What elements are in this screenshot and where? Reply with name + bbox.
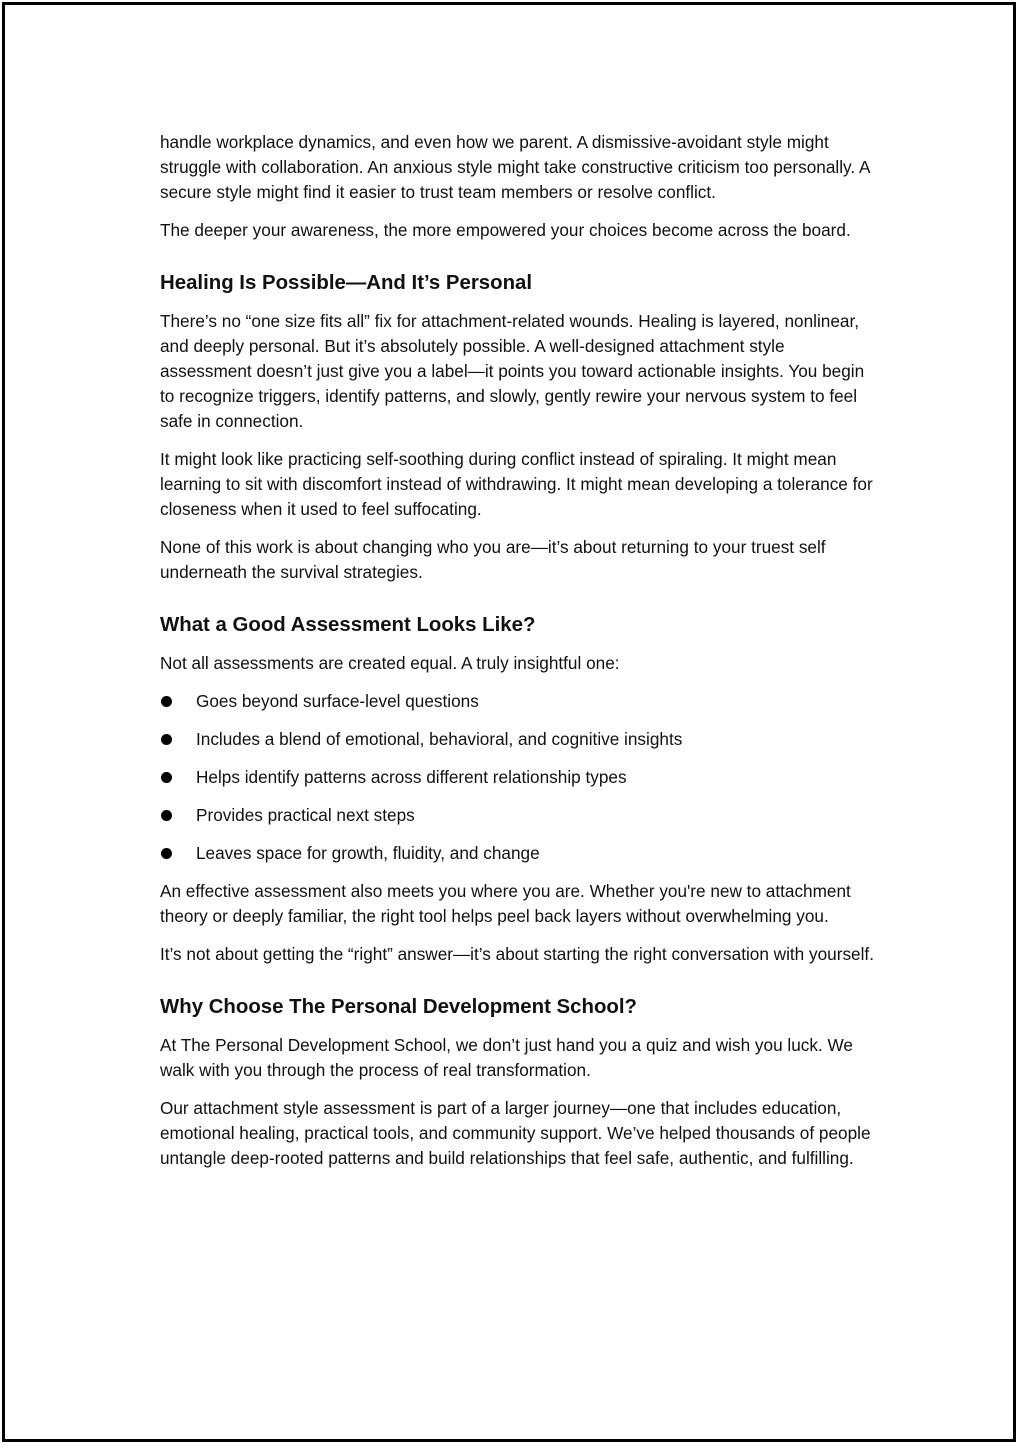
bullet-icon [161,734,172,745]
paragraph: Not all assessments are created equal. A truly insightful one: [160,653,620,673]
paragraph: At The Personal Development School, we don’t just hand you a quiz and wish you luck. We walk with you through the process of real transformation. [160,1035,853,1080]
bullet-icon [161,696,172,707]
section-heading-healing: Healing Is Possible—And It’s Personal [160,272,533,294]
paragraph: The deeper your awareness, the more empowered your choices become across the board. [160,220,851,240]
paragraph: An effective assessment also meets you where you are. Whether you're new to attachment theory or deeply familiar, the right tool helps peel back layers without overwhelming you. [160,881,851,926]
bullet-list [160,689,880,866]
list-item [160,765,880,790]
page-frame [2,2,1016,1442]
bullet-icon [161,848,172,859]
bullet-icon [161,772,172,783]
list-item-text: Leaves space for growth, fluidity, and change [196,843,540,863]
paragraph: None of this work is about changing who you are—it’s about returning to your truest self underneath the survival strategies. [160,537,826,582]
paragraph: Our attachment style assessment is part of a larger journey—one that includes education, emotional healing, practical tools, and community support. We’ve helped thousands of people untangle deep-rooted patterns and build relationships that feel safe, authentic, and fulfilling. [160,1098,871,1168]
paragraph: It’s not about getting the “right” answer—it’s about starting the right conversation with yourself. [160,944,874,964]
document-body [160,130,880,1184]
bullet-icon [161,810,172,821]
list-item-text: Includes a blend of emotional, behavioral, and cognitive insights [196,729,683,749]
list-item [160,841,880,866]
section-heading-good-assessment: What a Good Assessment Looks Like? [160,614,536,636]
list-item-text: Helps identify patterns across different relationship types [196,767,627,787]
section-heading-why-choose: Why Choose The Personal Development School? [160,996,637,1018]
paragraph: handle workplace dynamics, and even how we parent. A dismissive-avoidant style might struggle with collaboration. An anxious style might take constructive criticism too personally. A secure style might find it easier to trust team members or resolve conflict. [160,132,870,202]
list-item [160,727,880,752]
paragraph: There’s no “one size fits all” fix for attachment-related wounds. Healing is layered, nonlinear, and deeply personal. But it’s absolutely possible. A well-designed attachment style assessment doesn’t just give you a label—it points you toward actionable insights. You begin to recognize triggers, identify patterns, and slowly, gently rewire your nervous system to feel safe in connection. [160,311,865,431]
list-item-text: Provides practical next steps [196,805,415,825]
list-item [160,689,880,714]
paragraph: It might look like practicing self-soothing during conflict instead of spiraling. It might mean learning to sit with discomfort instead of withdrawing. It might mean developing a tolerance for closeness when it used to feel suffocating. [160,449,873,519]
list-item [160,803,880,828]
list-item-text: Goes beyond surface-level questions [196,691,479,711]
